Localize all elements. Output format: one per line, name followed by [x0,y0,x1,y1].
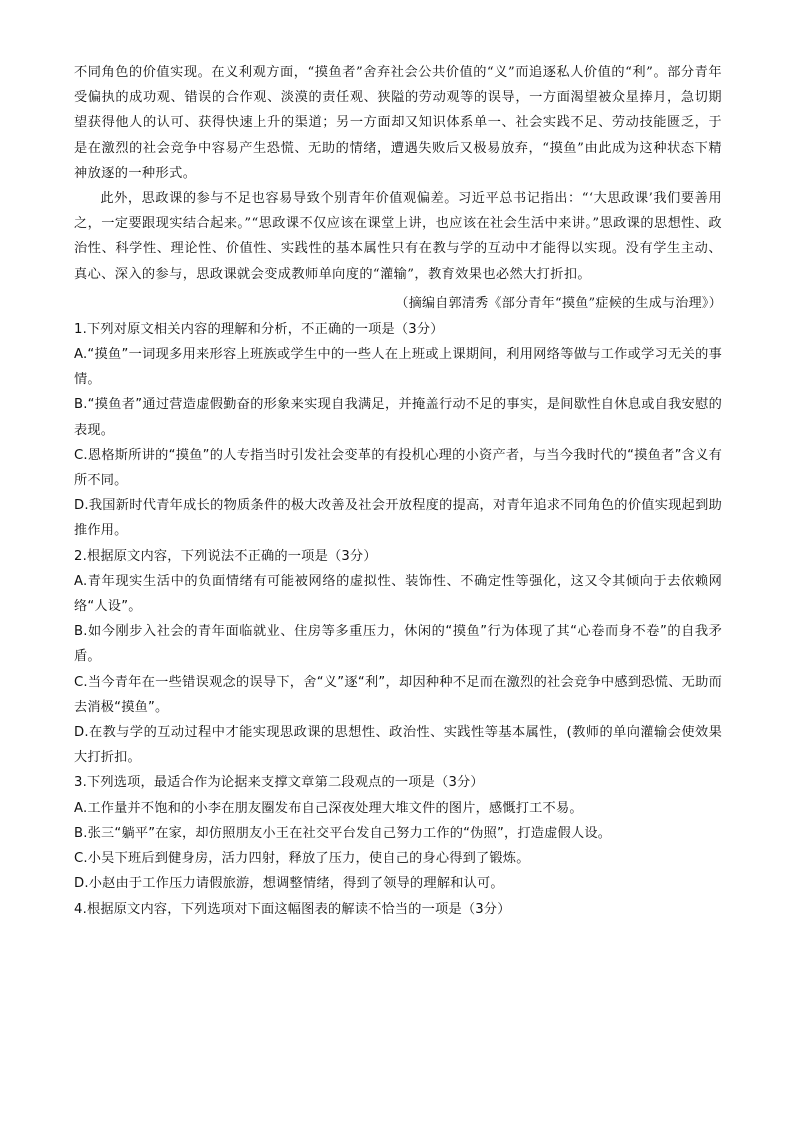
passage [74,60,722,287]
question-2-stem: 2.根据原文内容，下列说法不正确的一项是（3分） [74,548,377,564]
question-list [74,317,722,922]
question-2-option-c: C.当今青年在一些错误观念的误导下，舍“义”逐“利”，却因种种不足而在激烈的社会竞争中感到恐慌、无助而去消极“摸鱼”。 [74,674,722,715]
document-page [74,60,722,922]
passage-source: （摘编自郭清秀《部分青年“摸鱼”症候的生成与治理》） [395,295,722,311]
question-1-option-b: B.“摸鱼者”通过营造虚假勤奋的形象来实现自我满足，并掩盖行动不足的事实，是间歇性自休息或自我安慰的表现。 [74,397,722,438]
question-3-option-c: C.小吴下班后到健身房，活力四射，释放了压力，使自己的身心得到了锻炼。 [74,851,530,867]
passage-paragraph-1: 不同角色的价值实现。在义利观方面，“摸鱼者”舍弃社会公共价值的“义”而追逐私人价值的“利”。部分青年受偏执的成功观、错误的合作观、淡漠的责任观、狭隘的劳动观等的误导，一方面渴望被众星捧月，急切期望获得他人的认可、获得快速上升的渠道；另一方面却又知识体系单一、社会实践不足、劳动技能匮乏，于是在激烈的社会竞争中容易产生恐慌、无助的情绪，遭遇失败后又极易放弃，“摸鱼”由此成为这种状态下精神放逐的一种形式。 [74,65,722,181]
question-1-option-d: D.我国新时代青年成长的物质条件的极大改善及社会开放程度的提高，对青年追求不同角色的价值实现起到助推作用。 [74,498,722,539]
question-1-option-a: A.“摸鱼”一词现多用来形容上班族或学生中的一些人在上班或上课期间，利用网络等做与工作或学习无关的事情。 [74,347,722,388]
question-3-option-b: B.张三“躺平”在家，却仿照朋友小王在社交平台发自己努力工作的“伪照”，打造虚假人设。 [74,825,612,841]
question-2-option-d: D.在教与学的互动过程中才能实现思政课的思想性、政治性、实践性等基本属性，(教师的单向灌输会使效果大打折扣。 [74,725,722,766]
question-2-option-b: B.如今刚步入社会的青年面临就业、住房等多重压力，休闲的“摸鱼”行为体现了其“心卷而身不卷”的自我矛盾。 [74,624,722,665]
question-1-stem: 1.下列对原文相关内容的理解和分析，不正确的一项是（3分） [74,321,444,337]
question-4-stem: 4.根据原文内容，下列选项对下面这幅图表的解读不恰当的一项是（3分） [74,901,511,917]
question-3-option-a: A.工作量并不饱和的小李在朋友圈发布自己深夜处理大堆文件的图片，感慨打工不易。 [74,800,583,816]
question-3-option-d: D.小赵由于工作压力请假旅游，想调整情绪，得到了领导的理解和认可。 [74,876,504,892]
question-3-stem: 3.下列选项，最适合作为论据来支撑文章第二段观点的一项是（3分） [74,775,484,791]
passage-paragraph-2: 此外，思政课的参与不足也容易导致个别青年价值观偏差。习近平总书记指出：“‘大思政课’我们要善用之，一定要跟现实结合起来。”“思政课不仅应该在课堂上讲，也应该在社会生活中来讲。”思政课的思想性、政治性、科学性、理论性、价值性、实践性的基本属性只有在教与学的互动中才能得以实现。没有学生主动、真心、深入的参与，思政课就会变成教师单向度的“灌输”，教育效果也必然大打折扣。 [74,191,722,282]
question-2-option-a: A.青年现实生活中的负面情绪有可能被网络的虚拟性、装饰性、不确定性等强化，这又令其倾向于去依赖网络“人设”。 [74,573,722,615]
question-1-option-c: C.恩格斯所讲的“摸鱼”的人专指当时引发社会变革的有投机心理的小资产者，与当今我时代的“摸鱼者”含义有所不同。 [74,447,722,489]
